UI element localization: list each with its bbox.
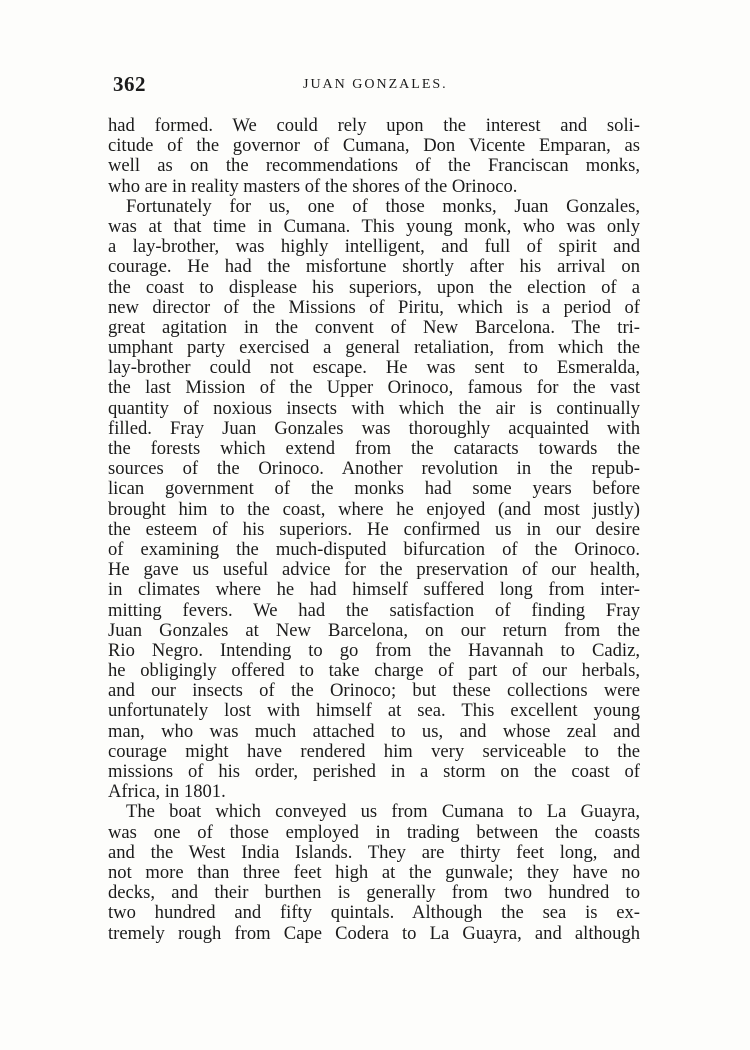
text-line: the esteem of his superiors. He confirmed us in our desire	[108, 518, 640, 540]
text-line: courage might have rendered him very serviceable to the	[108, 740, 640, 762]
text-line: mitting fevers. We had the satisfaction of finding Fray	[108, 599, 640, 621]
text-line: filled. Fray Juan Gonzales was thoroughly acquainted with	[108, 417, 640, 439]
text-line: the last Mission of the Upper Orinoco, famous for the vast	[108, 377, 640, 399]
text-line: Rio Negro. Intending to go from the Havannah to Cadiz,	[108, 639, 640, 661]
text-line: brought him to the coast, where he enjoyed (and most justly)	[108, 498, 640, 520]
text-line: decks, and their burthen is generally from two hundred to	[108, 882, 640, 904]
text-line: tremely rough from Cape Codera to La Guayra, and although	[108, 922, 640, 944]
text-line: quantity of noxious insects with which the air is continually	[108, 397, 640, 419]
text-line: was at that time in Cumana. This young monk, who was only	[108, 215, 640, 237]
body-text	[108, 116, 640, 944]
text-line: citude of the governor of Cumana, Don Vicente Emparan, as	[108, 135, 640, 157]
text-line: and our insects of the Orinoco; but these collections were	[108, 680, 640, 702]
text-line: in climates where he had himself suffered long from inter-	[108, 579, 640, 601]
text-line: had formed. We could rely upon the interest and soli-	[108, 115, 640, 136]
running-head	[113, 72, 640, 100]
text-line: the coast to displease his superiors, upon the election of a	[108, 276, 640, 298]
text-line: umphant party exercised a general retaliation, from which the	[108, 337, 640, 359]
text-line: of examining the much-disputed bifurcation of the Orinoco.	[108, 538, 640, 560]
text-line: unfortunately lost with himself at sea. This excellent young	[108, 700, 640, 722]
text-line: well as on the recommendations of the Franciscan monks,	[108, 155, 640, 177]
text-line: who are in reality masters of the shores of the Orinoco.	[108, 175, 518, 197]
text-line: not more than three feet high at the gunwale; they have no	[108, 861, 640, 883]
running-title: JUAN GONZALES.	[303, 77, 448, 92]
text-line: was one of those employed in trading between the coasts	[108, 821, 640, 843]
text-line: and the West India Islands. They are thirty feet long, and	[108, 841, 640, 863]
text-line: missions of his order, perished in a storm on the coast of	[108, 761, 640, 782]
text-line: a lay-brother, was highly intelligent, and full of spirit and	[108, 236, 640, 258]
text-line: He gave us useful advice for the preservation of our health,	[108, 559, 640, 581]
text-line: Juan Gonzales at New Barcelona, on our return from the	[108, 619, 640, 641]
text-line: lican government of the monks had some years before	[108, 478, 640, 500]
text-line: two hundred and fifty quintals. Although the sea is ex-	[108, 902, 640, 924]
text-line: sources of the Orinoco. Another revolution in the repub-	[108, 458, 640, 480]
text-line: lay-brother could not escape. He was sent to Esmeralda,	[108, 357, 640, 379]
text-line: he obligingly offered to take charge of part of our herbals,	[108, 660, 640, 682]
page-number: 362	[113, 72, 146, 96]
text-line: great agitation in the convent of New Barcelona. The tri-	[108, 316, 640, 338]
text-line: Africa, in 1801.	[108, 781, 226, 803]
paragraph-start-line: Fortunately for us, one of those monks, Juan Gonzales,	[126, 195, 640, 217]
text-line: man, who was much attached to us, and whose zeal and	[108, 720, 640, 742]
text-line: new director of the Missions of Piritu, which is a period of	[108, 296, 640, 318]
paragraph-start-line: The boat which conveyed us from Cumana to La Guayra,	[126, 801, 640, 823]
text-line: the forests which extend from the cataracts towards the	[108, 438, 640, 459]
text-line: courage. He had the misfortune shortly after his arrival on	[108, 256, 640, 278]
